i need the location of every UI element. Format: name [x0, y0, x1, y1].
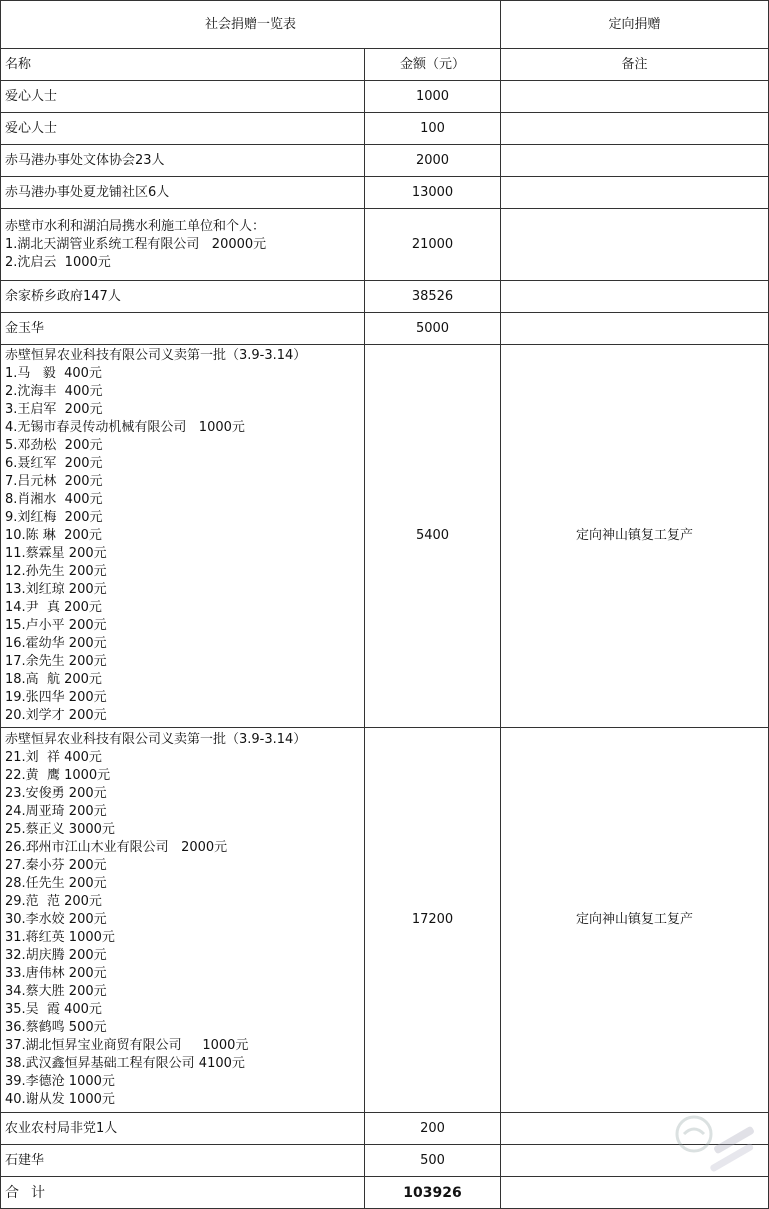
note-cell — [501, 281, 769, 313]
donor-name-cell — [1, 113, 365, 145]
note-cell — [501, 177, 769, 209]
note-cell: 定向神山镇复工复产 — [501, 728, 769, 1113]
donor-name-cell — [1, 345, 365, 728]
donor-name-line: 14.尹 真 200元 — [5, 600, 102, 615]
table-row — [1, 1145, 769, 1177]
total-amount: 103926 — [365, 1177, 501, 1209]
donor-name-line: 27.秦小芬 200元 — [5, 858, 107, 873]
donor-name-line: 24.周亚琦 200元 — [5, 804, 107, 819]
donor-name-line: 赤壁恒昇农业科技有限公司义卖第一批（3.9-3.14） — [5, 732, 307, 747]
note-cell: 定向神山镇复工复产 — [501, 345, 769, 728]
donor-name-line: 8.肖湘水 400元 — [5, 492, 103, 507]
column-header-note: 备注 — [501, 49, 769, 81]
donor-name-line: 18.高 航 200元 — [5, 672, 102, 687]
donor-name-line: 17.余先生 200元 — [5, 654, 107, 669]
donor-name-line: 10.陈 琳 200元 — [5, 528, 102, 543]
amount-cell: 38526 — [365, 281, 501, 313]
donor-name-line: 1.湖北天湖管业系统工程有限公司 20000元 — [5, 236, 267, 252]
table-row — [1, 145, 769, 177]
donor-name-cell — [1, 728, 365, 1113]
note-cell — [501, 81, 769, 113]
table-row — [1, 177, 769, 209]
amount-cell: 2000 — [365, 145, 501, 177]
donor-name-line: 7.吕元林 200元 — [5, 474, 103, 489]
donor-name-line: 15.卢小平 200元 — [5, 618, 107, 633]
amount-cell: 500 — [365, 1145, 501, 1177]
table-row — [1, 313, 769, 345]
amount-cell: 13000 — [365, 177, 501, 209]
donor-name-cell — [1, 177, 365, 209]
donor-name-line: 爱心人士 — [5, 120, 58, 136]
donor-name-line: 21.刘 祥 400元 — [5, 750, 102, 765]
column-header-row — [1, 49, 769, 81]
donor-name-line: 11.蔡霖星 200元 — [5, 546, 107, 561]
note-cell — [501, 313, 769, 345]
donor-name-line: 金玉华 — [5, 320, 45, 336]
amount-cell: 1000 — [365, 81, 501, 113]
donor-name-line: 19.张四华 200元 — [5, 690, 107, 705]
donor-name-line: 3.王启军 200元 — [5, 402, 103, 417]
donor-name-line: 20.刘学才 200元 — [5, 708, 107, 723]
donor-name-line: 赤马港办事处文体协会23人 — [5, 152, 165, 168]
donor-name-line: 余家桥乡政府147人 — [5, 288, 121, 304]
column-header-name: 名称 — [1, 49, 365, 81]
donor-name-cell — [1, 209, 365, 281]
donor-name-line: 35.吴 霞 400元 — [5, 1002, 102, 1017]
amount-cell: 5000 — [365, 313, 501, 345]
donor-name-line: 石建华 — [5, 1152, 45, 1168]
donor-name-line: 6.聂红军 200元 — [5, 456, 103, 471]
note-cell — [501, 209, 769, 281]
donor-name-line: 12.孙先生 200元 — [5, 564, 107, 579]
donor-name-line: 2.沈海丰 400元 — [5, 384, 103, 399]
amount-cell: 17200 — [365, 728, 501, 1113]
note-cell — [501, 113, 769, 145]
donor-name-line: 22.黄 鹰 1000元 — [5, 768, 111, 783]
column-header-amount: 金额（元） — [365, 49, 501, 81]
total-label: 合计 — [1, 1177, 365, 1209]
amount-cell: 21000 — [365, 209, 501, 281]
table-title: 社会捐赠一览表 — [1, 1, 501, 49]
donor-name-line: 26.邳州市江山木业有限公司 2000元 — [5, 840, 228, 855]
donor-name-line: 赤壁恒昇农业科技有限公司义卖第一批（3.9-3.14） — [5, 348, 307, 363]
donor-name-line: 5.邓劲松 200元 — [5, 438, 103, 453]
amount-cell: 200 — [365, 1113, 501, 1145]
donor-name-cell — [1, 145, 365, 177]
donor-name-cell — [1, 1113, 365, 1145]
title-row — [1, 1, 769, 49]
table-row — [1, 345, 769, 728]
donor-name-line: 39.李德沧 1000元 — [5, 1074, 115, 1089]
donor-name-line: 4.无锡市春灵传动机械有限公司 1000元 — [5, 420, 245, 435]
donor-name-line: 爱心人士 — [5, 88, 58, 104]
donor-name-line: 31.蒋红英 1000元 — [5, 930, 115, 945]
table-row — [1, 1113, 769, 1145]
donor-name-line: 1.马 毅 400元 — [5, 366, 102, 381]
donor-name-line: 36.蔡鹤鸣 500元 — [5, 1020, 107, 1035]
table-row — [1, 81, 769, 113]
donor-name-line: 38.武汉鑫恒昇基础工程有限公司 4100元 — [5, 1056, 245, 1071]
donor-name-cell — [1, 1145, 365, 1177]
donor-name-line: 32.胡庆腾 200元 — [5, 948, 107, 963]
total-row — [1, 1177, 769, 1209]
donor-name-line: 9.刘红梅 200元 — [5, 510, 103, 525]
donor-name-line: 13.刘红琼 200元 — [5, 582, 107, 597]
donor-name-line: 赤壁市水利和湖泊局携水利施工单位和个人： — [5, 218, 266, 234]
directed-donation-title: 定向捐赠 — [501, 1, 769, 49]
donor-name-line: 34.蔡大胜 200元 — [5, 984, 107, 999]
table-row — [1, 281, 769, 313]
watermark-logo — [672, 1106, 762, 1186]
donor-name-line: 农业农村局非党1人 — [5, 1120, 118, 1136]
donor-name-line: 37.湖北恒昇宝业商贸有限公司 1000元 — [5, 1038, 249, 1053]
donor-name-line: 2.沈启云 1000元 — [5, 254, 111, 270]
donor-name-line: 28.任先生 200元 — [5, 876, 107, 891]
donor-name-line: 23.安俊勇 200元 — [5, 786, 107, 801]
donor-name-line: 29.范 范 200元 — [5, 894, 102, 909]
donor-name-cell — [1, 281, 365, 313]
table-row — [1, 113, 769, 145]
note-cell — [501, 145, 769, 177]
amount-cell: 100 — [365, 113, 501, 145]
donor-name-cell — [1, 81, 365, 113]
donor-name-line: 25.蔡正义 3000元 — [5, 822, 115, 837]
donor-name-line: 30.李水姣 200元 — [5, 912, 107, 927]
donor-name-line: 40.谢从发 1000元 — [5, 1092, 115, 1107]
donor-name-line: 赤马港办事处夏龙铺社区6人 — [5, 184, 170, 200]
donor-name-line: 16.霍幼华 200元 — [5, 636, 107, 651]
donor-name-line: 33.唐伟林 200元 — [5, 966, 107, 981]
donor-name-cell — [1, 313, 365, 345]
amount-cell: 5400 — [365, 345, 501, 728]
table-row — [1, 209, 769, 281]
table-row — [1, 728, 769, 1113]
